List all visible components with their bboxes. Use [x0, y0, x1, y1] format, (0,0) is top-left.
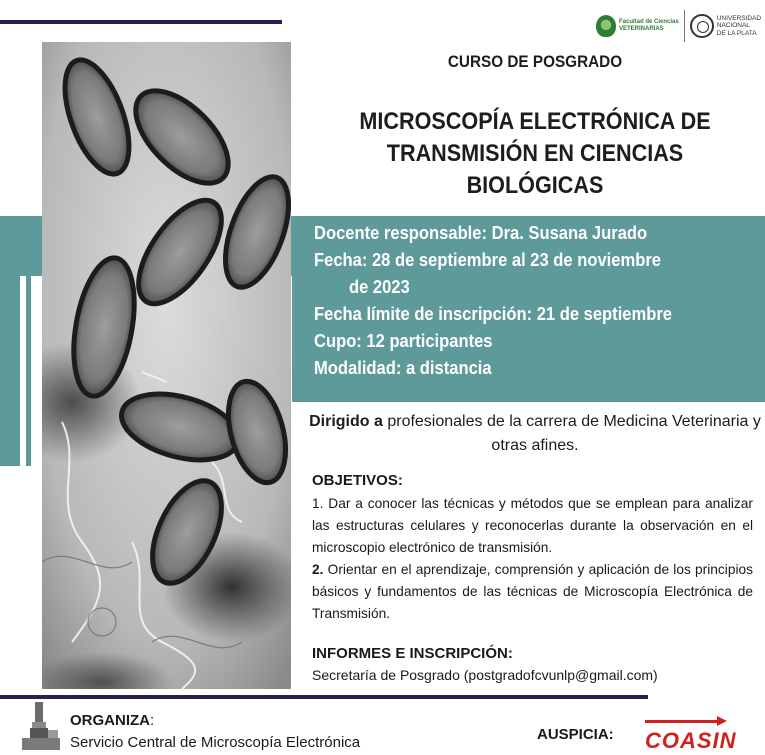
fecha-line: Fecha: 28 de septiembre al 23 de noviembre: [314, 250, 661, 270]
university-logo-line2: NACIONAL: [716, 22, 750, 30]
header-logos: [596, 8, 762, 44]
faculty-emblem-icon: [596, 15, 616, 37]
objective-item-2-number: 2.: [312, 561, 324, 577]
quota-line: Cupo: 12 participantes: [314, 331, 493, 351]
deadline-line: Fecha límite de inscripción: 21 de septiembre: [314, 304, 673, 324]
objective-item-2-text: Orientar en el aprendizaje, comprensión y aplicación de los principios básicos y fundamentos de las técnicas de Microscopía Electrónica de Transmisión.: [312, 561, 753, 621]
tem-micrograph-image: [42, 42, 291, 689]
sponsor-name: COASIN: [645, 728, 737, 753]
faculty-logo-line2: VETERINARIAS: [619, 26, 664, 32]
logo-divider: [684, 10, 685, 42]
audience-body: profesionales de la carrera de Medicina Veterinaria y otras afines.: [382, 413, 761, 454]
audience-lead: Dirigido a: [309, 413, 383, 430]
university-logo-line1: UNIVERSIDAD: [716, 14, 762, 22]
fecha-year-line: de 2023: [348, 277, 410, 297]
objectives-title: OBJETIVOS:: [312, 472, 403, 489]
objective-item-1: 1. Dar a conocer las técnicas y métodos que se emplean para analizar las estructuras celulares y reconocerlas durante la observación en el microscopio electrónico de transmisión.: [312, 495, 753, 555]
organizer-name: Servicio Central de Microscopía Electrónica: [70, 734, 361, 751]
docente-line: Docente responsable: Dra. Susana Jurado: [314, 223, 648, 243]
left-teal-strip: [26, 276, 31, 466]
objective-item-2: [312, 558, 753, 624]
audience-text: [304, 410, 765, 458]
modality-line: Modalidad: a distancia: [314, 358, 492, 378]
faculty-logo: [596, 15, 679, 37]
contact-title: INFORMES E INSCRIPCIÓN:: [312, 645, 513, 662]
microscope-icon: [20, 700, 62, 752]
contact-text: Secretaría de Posgrado (postgradofcvunlp@gmail.com): [312, 667, 658, 683]
faculty-logo-line1: Facultad de Ciencias: [619, 19, 679, 25]
top-rule: [0, 20, 282, 24]
bottom-rule: [0, 695, 648, 699]
sponsor-label: AUSPICIA:: [537, 726, 614, 743]
university-logo: [690, 14, 761, 38]
objectives-list: [312, 492, 753, 624]
course-title: MICROSCOPÍA ELECTRÓNICA DE TRANSMISIÓN EN CIENCIAS BIOLÓGICAS: [359, 108, 711, 199]
organizer-label: ORGANIZA:: [70, 712, 155, 729]
course-details: [314, 220, 672, 382]
university-seal-icon: [690, 14, 714, 38]
sponsor-logo: [645, 716, 741, 752]
course-label: CURSO DE POSGRADO: [447, 52, 623, 71]
university-logo-line3: DE LA PLATA: [716, 29, 757, 37]
sponsor-arrow-icon: [717, 716, 727, 726]
sponsor-logo-bar: [645, 720, 719, 723]
